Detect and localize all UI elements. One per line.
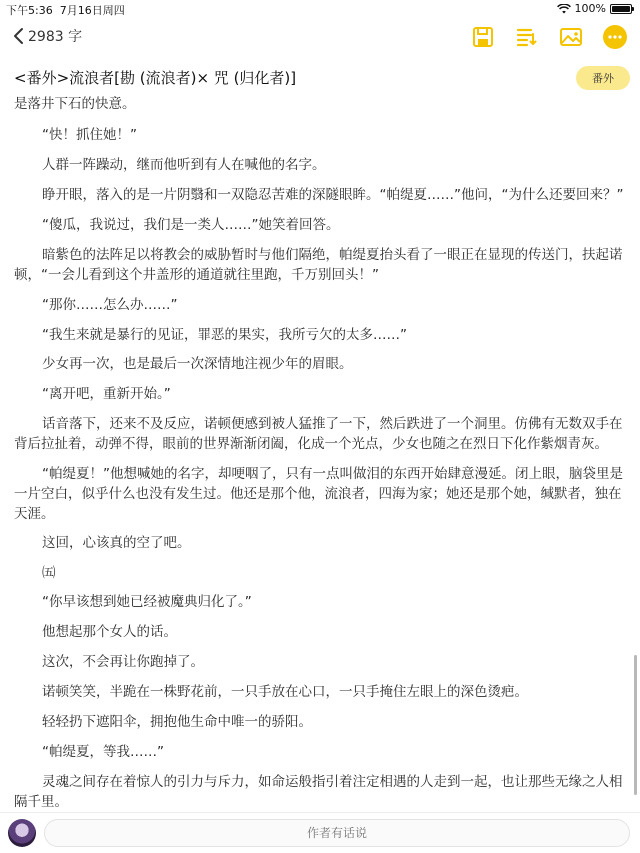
paragraph: “快！抓住她！” — [42, 127, 137, 143]
word-count: 2983 字 — [28, 29, 83, 45]
insert-image-button[interactable] — [558, 24, 584, 50]
paragraph: 暗紫色的法阵足以将教会的威胁暂时与他们隔绝，帕缇夏抬头看了一眼正在显现的传送门，扶起诺顿，“一会儿看到这个井盖形的通道就往里跑，千万别回头！” — [14, 247, 623, 283]
status-right — [557, 2, 632, 15]
nav-actions — [470, 24, 628, 50]
paragraph: “离开吧，重新开始。” — [42, 386, 171, 402]
paragraph: 睁开眼，落入的是一片阴翳和一双隐忍苦难的深隧眼眸。“帕缇夏……”他问，“为什么还要回来？” — [42, 187, 624, 203]
list-icon — [516, 26, 538, 48]
chevron-left-icon — [12, 27, 24, 45]
back-button[interactable] — [12, 26, 82, 46]
battery-icon — [610, 4, 632, 14]
paragraph: 灵魂之间存在着惊人的引力与斥力，如命运般指引着注定相遇的人走到一起，也让那些无缘之人相隔千里。 — [14, 774, 623, 810]
battery-percent: 100% — [574, 2, 606, 15]
paragraph: 诺顿笑笑，半跪在一株野花前，一只手放在心口，一只手掩住左眼上的深色烫疤。 — [42, 684, 528, 700]
paragraph: 他想起那个女人的话。 — [42, 624, 177, 640]
chapter-header — [0, 62, 640, 92]
paragraph: 是落井下石的快意。 — [14, 96, 136, 112]
status-bar — [0, 0, 640, 18]
save-icon — [472, 26, 494, 48]
spacer — [14, 810, 15, 811]
author-note-input[interactable] — [44, 819, 630, 847]
paragraph: 轻轻扔下遮阳伞，拥抱他生命中唯一的骄阳。 — [42, 714, 312, 730]
paragraph: 这次，不会再让你跑掉了。 — [42, 654, 204, 670]
paragraph: “帕缇夏，等我……” — [42, 744, 164, 760]
paragraph: 人群一阵躁动，继而他听到有人在喊他的名字。 — [42, 157, 326, 173]
chapter-title[interactable]: <番外>流浪者[勘 (流浪者)× 咒 (归化者)] — [14, 69, 297, 87]
chapter-type-badge[interactable]: 番外 — [576, 66, 630, 90]
section-number: ㈤ — [42, 565, 56, 581]
comment-bar — [0, 812, 640, 853]
status-time: 下午5:36 7月16日周四 — [6, 4, 125, 17]
wifi-icon — [557, 4, 571, 14]
save-button[interactable] — [470, 24, 496, 50]
more-button[interactable] — [602, 24, 628, 50]
scrollbar[interactable] — [634, 655, 637, 795]
paragraph: 话音落下，还来不及反应，诺顿便感到被人猛推了一下，然后跌进了一个洞里。仿佛有无数双手在背后拉扯着，动弹不得，眼前的世界渐渐闭阖，化成一个光点，少女也随之在烈日下化作紫烟青灰。 — [14, 416, 623, 452]
more-icon — [602, 24, 628, 50]
paragraph: “傻瓜，我说过，我们是一类人……”她笑着回答。 — [42, 217, 340, 233]
paragraph: 这回，心该真的空了吧。 — [42, 535, 191, 551]
status-date: 7月16日周四 — [59, 4, 125, 17]
paragraph: 少女再一次，也是最后一次深情地注视少年的眉眼。 — [42, 356, 353, 372]
paragraph: “你早该想到她已经被魔典归化了。” — [42, 594, 252, 610]
chapter-list-button[interactable] — [514, 24, 540, 50]
paragraph: “我生来就是暴行的见证，罪恶的果实，我所亏欠的太多……” — [42, 327, 407, 343]
chapter-content[interactable] — [14, 92, 628, 810]
avatar[interactable] — [8, 819, 36, 847]
paragraph: “帕缇夏！”他想喊她的名字，却哽咽了，只有一点叫做泪的东西开始肆意漫延。闭上眼，脑袋里是一片空白，似乎什么也没有发生过。他还是那个他，流浪者，四海为家；她还是那个她，缄默者，独在天涯。 — [14, 466, 623, 522]
paragraph: “那你……怎么办……” — [42, 297, 178, 313]
image-icon — [559, 26, 583, 48]
nav-bar — [0, 20, 640, 60]
